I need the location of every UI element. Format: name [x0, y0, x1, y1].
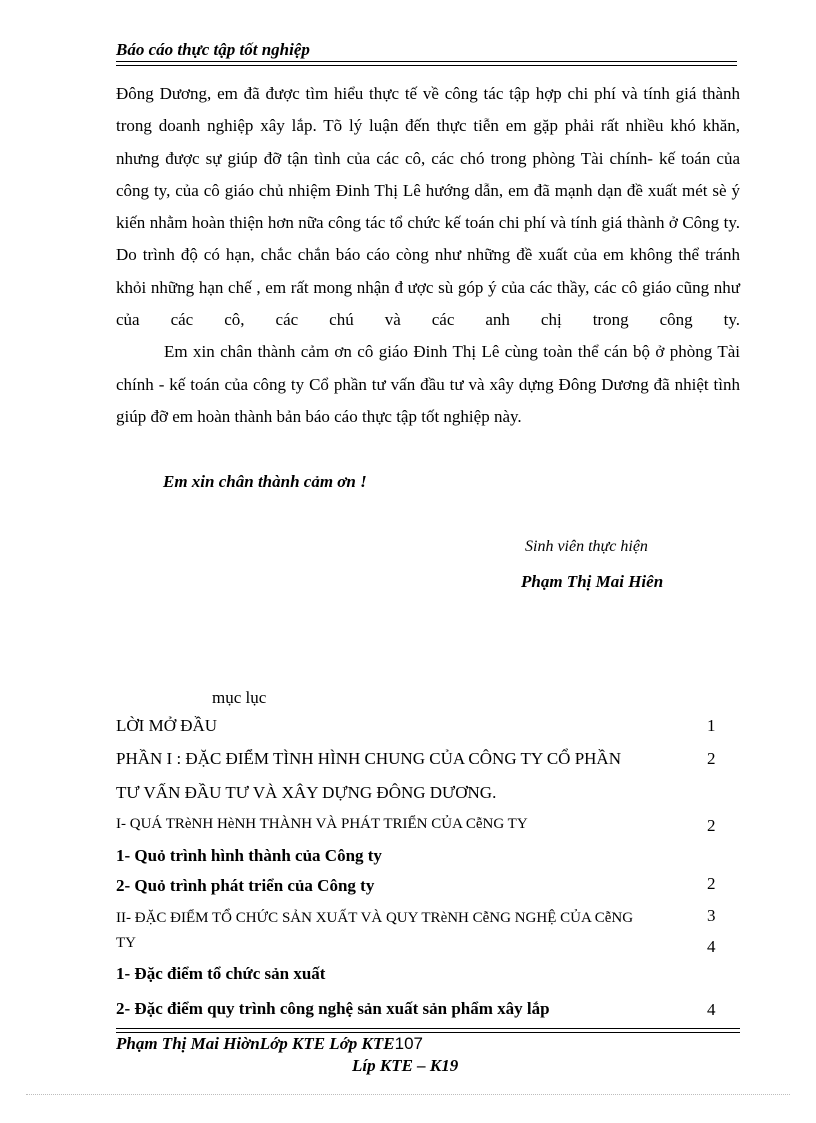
toc-entry-text: LỜI MỞ ĐẦU — [116, 716, 218, 735]
header-rule — [116, 65, 737, 66]
page-bottom-divider — [26, 1094, 790, 1095]
toc-entry-page: 4 — [707, 937, 716, 956]
toc-entry-page: 2 — [707, 749, 716, 768]
toc-entry-page: 2 — [707, 874, 716, 893]
toc-entry-text: II- ĐẶC ĐIỂM TỔ CHỨC SẢN XUẤT VÀ QUY TRèNH CễNG NGHỆ CỦA CễNG — [116, 910, 634, 926]
running-header: Báo cáo thực tập tốt nghiệp — [116, 40, 310, 59]
header-rule — [116, 61, 737, 62]
signature-name: Phạm Thị Mai Hiên — [521, 572, 664, 591]
toc-entry-page: 1 — [707, 716, 716, 735]
toc-entry-text: TƯ VẤN ĐẦU TƯ VÀ XÂY DỰNG ĐÔNG DƯƠNG. — [116, 783, 497, 802]
toc-title: mục lục — [212, 688, 267, 707]
footer-line-2: Líp KTE – K19 — [352, 1056, 459, 1075]
paragraph-2: Em xin chân thành cảm ơn cô giáo Đinh Thị Lê cùng toàn thể cán bộ ở phòng Tài chính - kế toán của công ty Cổ phần tư vấn đầu tư và xây dựng Đông Dương đã nhiệt tình giúp đỡ em hoàn thành bản báo cáo thực tập tốt nghiệp này. — [116, 342, 740, 426]
footer-line-1 — [116, 1034, 423, 1054]
footer-author-class: Phạm Thị Mai HiờnLớp KTE Lớp KTE — [116, 1034, 395, 1053]
toc-entry-page: 3 — [707, 906, 716, 925]
toc-entry-page: 2 — [707, 816, 716, 835]
toc-entry-text: I- QUÁ TRèNH HèNH THÀNH VÀ PHÁT TRIỂN CỦA CễNG TY — [116, 816, 528, 832]
toc-entry-text: TY — [116, 935, 136, 951]
toc-entry-text: PHẦN I : ĐẶC ĐIỂM TÌNH HÌNH CHUNG CỦA CÔNG TY CỔ PHẦN — [116, 749, 621, 768]
toc-entry-text: 1- Đặc điểm tổ chức sản xuất — [116, 964, 326, 983]
toc-entry-text: 2- Quỏ trình phát triển của Công ty — [116, 876, 375, 895]
footer-rule — [116, 1028, 740, 1029]
toc-entry-text: 2- Đặc điểm quy trình công nghệ sản xuất sản phẩm xây lắp — [116, 999, 550, 1018]
signature-role: Sinh viên thực hiện — [525, 538, 648, 555]
body-text — [116, 78, 740, 433]
toc-entry-text: 1- Quỏ trình hình thành của Công ty — [116, 846, 382, 865]
footer-rule — [116, 1032, 740, 1033]
toc-entry-page: 4 — [707, 1000, 716, 1019]
closing-thanks: Em xin chân thành cảm ơn ! — [163, 472, 367, 491]
paragraph-1: Đông Dương, em đã được tìm hiểu thực tế về công tác tập hợp chi phí và tính giá thành trong doanh nghiệp xây lắp. Tõ lý luận đến thực tiễn em gặp phải rất nhiều khó khăn, nhưng được sự giúp đỡ tận tình của các cô, các chó trong phòng Tài chính- kế toán của công ty, của cô giáo chủ nhiệm Đinh Thị Lê hướng dẫn, em đã mạnh dạn đề xuất mét sè ý kiến nhằm hoàn thiện hơn nữa công tác tổ chức kế toán chi phí và tính giá thành ở Công ty. Do trình độ có hạn, chắc chắn báo cáo còng như những đề xuất của em không thể tránh khỏi những hạn chế , em rất mong nhận đ ược sù góp ý của các thầy, các cô giáo cũng như của các cô, các chú và các anh chị trong công ty. — [116, 84, 740, 330]
footer-page-number: 107 — [394, 1034, 423, 1053]
